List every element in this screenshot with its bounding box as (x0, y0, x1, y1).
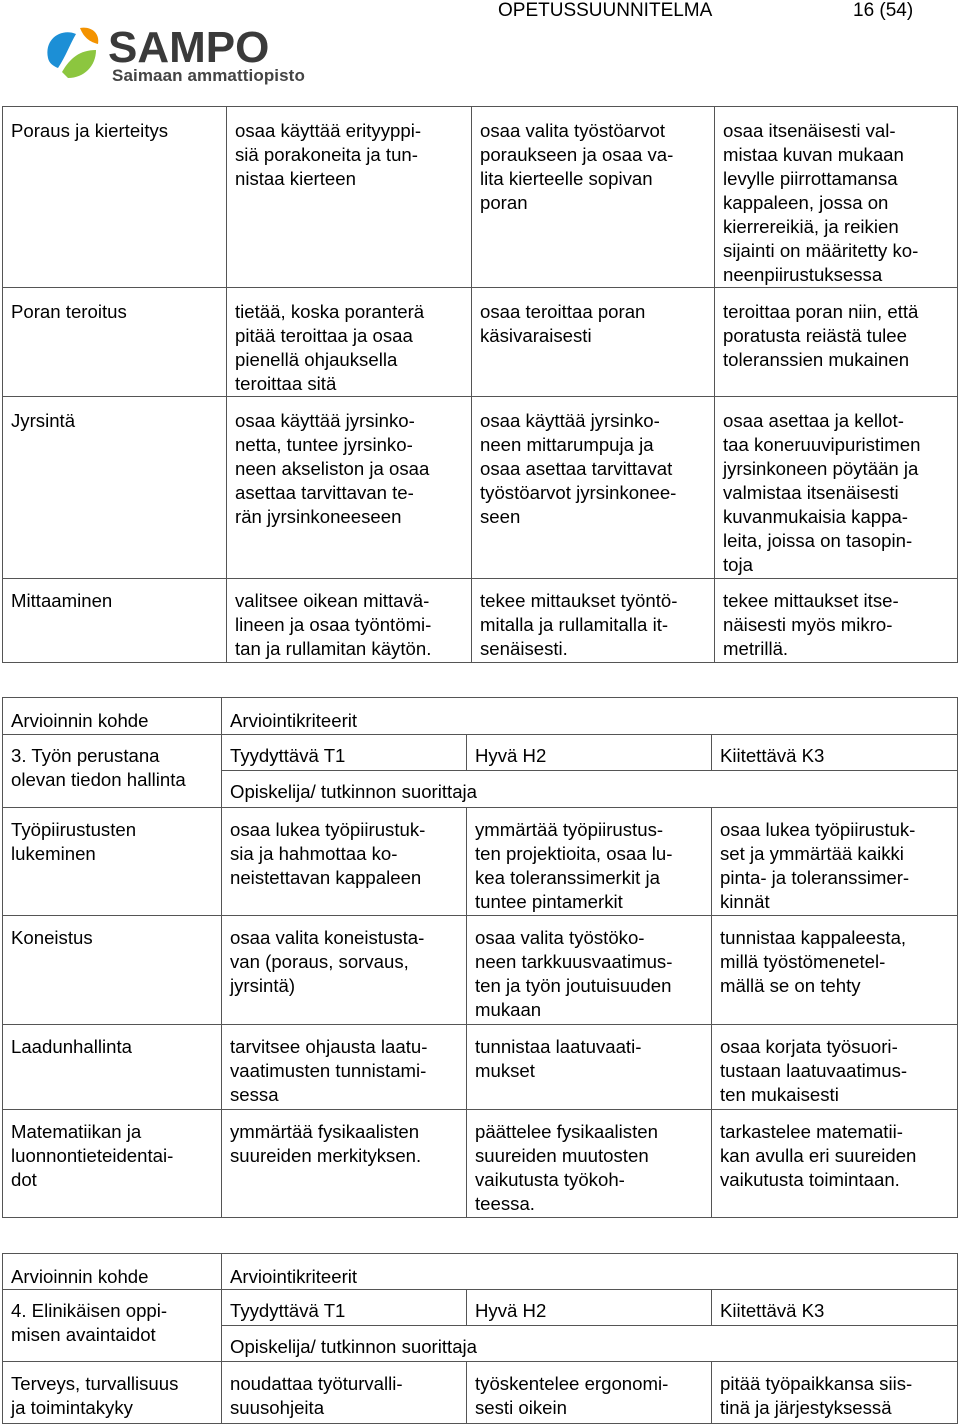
topic-cell: Laadunhallinta (3, 1025, 222, 1110)
t1-cell: noudattaa työturvalli- suusohjeita (222, 1362, 467, 1424)
level-k3: Kiitettävä K3 (712, 1290, 958, 1326)
header-criteria: Arviointikriteerit (222, 1254, 958, 1290)
t1-cell: valitsee oikean mittavä- lineen ja osaa työntömi- tan ja rullamitan käytön. (227, 579, 472, 663)
topic-cell: Poraus ja kierteitys (3, 107, 227, 288)
criteria-table-2 (2, 697, 958, 1218)
h2-cell: tunnistaa laatuvaati- mukset (467, 1025, 712, 1110)
k3-cell: tekee mittaukset itse- näisesti myös mikro- metrillä. (715, 579, 958, 663)
subject-cell: Opiskelija/ tutkinnon suorittaja (222, 771, 958, 808)
subject-cell: Opiskelija/ tutkinnon suorittaja (222, 1326, 958, 1362)
k3-cell: teroittaa poran niin, että poratusta reiästä tulee toleranssien mukainen (715, 288, 958, 397)
table-row (3, 1110, 958, 1218)
table-header-row (3, 698, 958, 735)
h2-cell: osaa valita työstöarvot poraukseen ja osaa va- lita kierteelle sopivan poran (472, 107, 715, 288)
logo-wordmark: SAMPO (108, 23, 270, 72)
k3-cell: osaa itsenäisesti val- mistaa kuvan mukaan levylle piirrottamansa kappaleen, jossa on kierrereikiä, ja reikien sijainti on määritetty ko- neenpiirustuksessa (715, 107, 958, 288)
document-title: OPETUSSUUNNITELMA (498, 0, 713, 21)
section-cell: 4. Elinikäisen oppi- misen avaintaidot (3, 1290, 222, 1362)
topic-cell: Mittaaminen (3, 579, 227, 663)
h2-cell: ymmärtää työpiirustus- ten projektioita, osaa lu- kea toleranssimerkit ja tuntee pintamerkit (467, 808, 712, 916)
level-h2: Hyvä H2 (467, 735, 712, 771)
table-row (3, 1362, 958, 1424)
table-header-row (3, 1254, 958, 1290)
k3-cell: osaa lukea työpiirustuk- set ja ymmärtää kaikki pinta- ja toleranssimer- kinnät (712, 808, 958, 916)
t1-cell: osaa käyttää erityyppi- siä porakoneita ja tun- nistaa kierteen (227, 107, 472, 288)
h2-cell: päättelee fysikaalisten suureiden muutosten vaikutusta työkoh- teessa. (467, 1110, 712, 1218)
h2-cell: osaa valita työstöko- neen tarkkuusvaatimus- ten ja työn joutuisuuden mukaan (467, 916, 712, 1025)
topic-cell: Koneistus (3, 916, 222, 1025)
logo-leaf-orange (80, 28, 98, 44)
t1-cell: tarvitsee ohjausta laatu- vaatimusten tunnistami- sessa (222, 1025, 467, 1110)
table-row (3, 397, 958, 579)
level-k3: Kiitettävä K3 (712, 735, 958, 771)
h2-cell: osaa käyttää jyrsinko- neen mittarumpuja ja osaa asettaa tarvittavat työstöarvot jyrsinkonee- seen (472, 397, 715, 579)
header-criteria: Arviointikriteerit (222, 698, 958, 735)
k3-cell: tunnistaa kappaleesta, millä työstömenetel- mällä se on tehty (712, 916, 958, 1025)
k3-cell: pitää työpaikkansa siis- tinä ja järjestyksessä (712, 1362, 958, 1424)
t1-cell: osaa lukea työpiirustuk- sia ja hahmottaa ko- neistettavan kappaleen (222, 808, 467, 916)
topic-cell: Työpiirustusten lukeminen (3, 808, 222, 916)
table-row (3, 288, 958, 397)
topic-cell: Matematiikan ja luonnontieteidentai- dot (3, 1110, 222, 1218)
level-row (3, 735, 958, 771)
table-row (3, 107, 958, 288)
section-cell: 3. Työn perustana olevan tiedon hallinta (3, 735, 222, 808)
t1-cell: osaa valita koneistusta- van (poraus, sorvaus, jyrsintä) (222, 916, 467, 1025)
level-t1: Tyydyttävä T1 (222, 1290, 467, 1326)
page-number: 16 (54) (853, 0, 914, 21)
header-target: Arvioinnin kohde (3, 698, 222, 735)
level-t1: Tyydyttävä T1 (222, 735, 467, 771)
table-row (3, 808, 958, 916)
h2-cell: tekee mittaukset työntö- mitalla ja rullamitalla it- senäisesti. (472, 579, 715, 663)
table-row (3, 1025, 958, 1110)
k3-cell: tarkastelee matematii- kan avulla eri suureiden vaikutusta toimintaan. (712, 1110, 958, 1218)
k3-cell: osaa asettaa ja kellot- taa koneruuvipuristimen jyrsinkoneen pöytään ja valmistaa itsenäisesti kuvanmukaisia kappa- leita, joissa on tasopin- toja (715, 397, 958, 579)
level-row (3, 1290, 958, 1326)
topic-cell: Poran teroitus (3, 288, 227, 397)
topic-cell: Terveys, turvallisuus ja toimintakyky (3, 1362, 222, 1424)
table-row (3, 579, 958, 663)
criteria-table-3 (2, 1253, 958, 1424)
table-row (3, 916, 958, 1025)
criteria-table-1 (2, 106, 958, 663)
logo-subtitle: Saimaan ammattiopisto (112, 66, 305, 85)
logo-leaf-green (62, 50, 96, 78)
t1-cell: ymmärtää fysikaalisten suureiden merkityksen. (222, 1110, 467, 1218)
sampo-logo (40, 20, 310, 100)
t1-cell: tietää, koska poranterä pitää teroittaa ja osaa pienellä ohjauksella teroittaa sitä (227, 288, 472, 397)
h2-cell: työskentelee ergonomi- sesti oikein (467, 1362, 712, 1424)
k3-cell: osaa korjata työsuori- tustaan laatuvaatimus- ten mukaisesti (712, 1025, 958, 1110)
topic-cell: Jyrsintä (3, 397, 227, 579)
h2-cell: osaa teroittaa poran käsivaraisesti (472, 288, 715, 397)
t1-cell: osaa käyttää jyrsinko- netta, tuntee jyrsinko- neen akseliston ja osaa asettaa tarvittavan te- rän jyrsinkoneeseen (227, 397, 472, 579)
header-target: Arvioinnin kohde (3, 1254, 222, 1290)
level-h2: Hyvä H2 (467, 1290, 712, 1326)
